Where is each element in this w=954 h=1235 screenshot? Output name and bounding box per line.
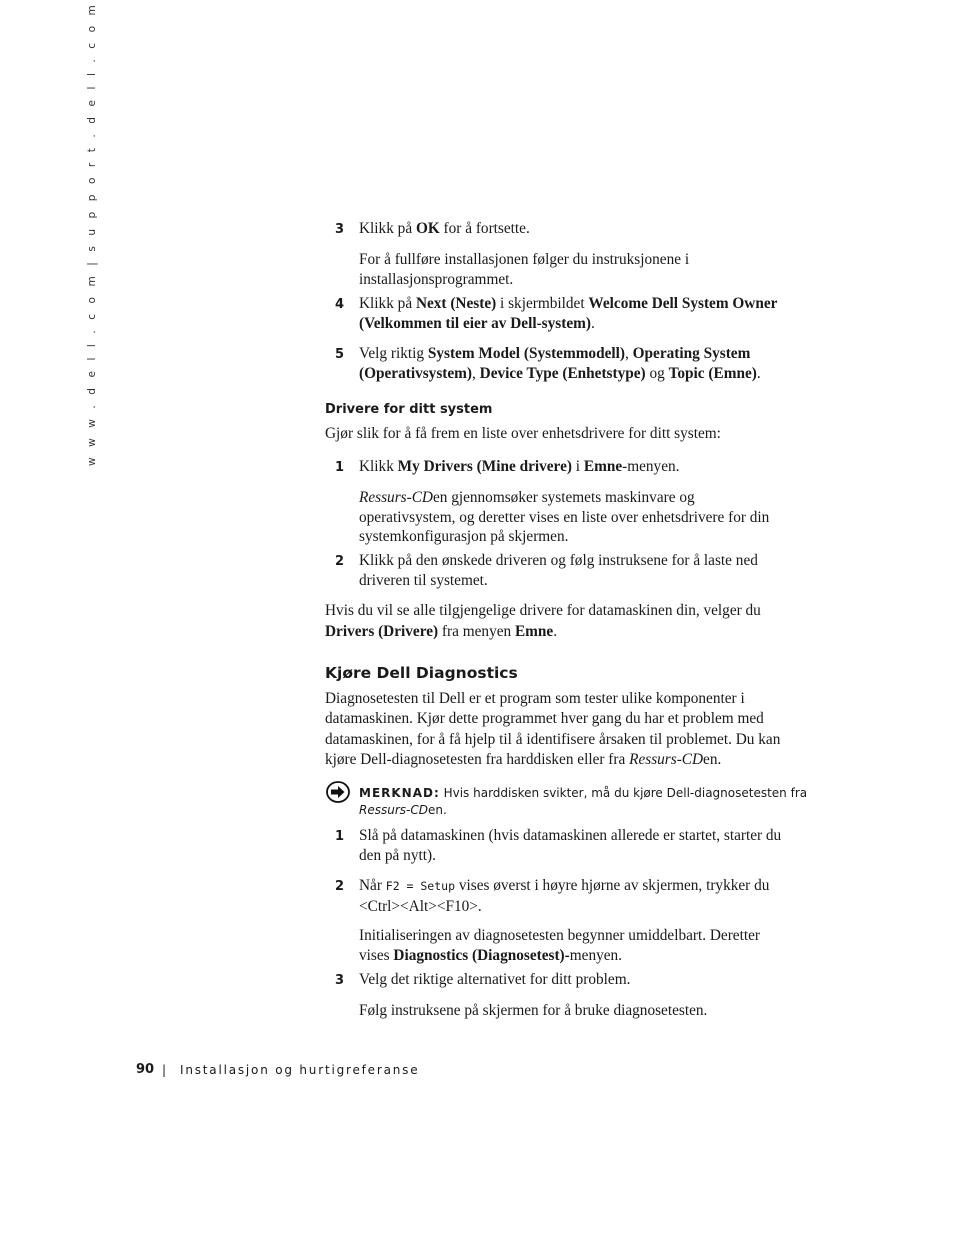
step-number: 2	[335, 879, 345, 894]
step-text: Klikk på Next (Neste) i skjermbildet Welcome Dell System Owner (Velkommen til eier av Dell-system).	[359, 295, 778, 332]
footer-title: Installasjon og hurtigreferanse	[180, 1063, 420, 1077]
footer-separator: |	[162, 1063, 168, 1077]
drivers-paragraph: Hvis du vil se alle tilgjengelige drivere for datamaskinen din, velger du Drivers (Drivere) fra menyen Emne.	[325, 602, 761, 640]
step-number: 1	[335, 460, 345, 475]
step-number: 4	[335, 297, 345, 312]
step-number: 2	[335, 554, 345, 569]
step-paragraph: For å fullføre installasjonen følger du instruksjonene i installasjonsprogrammet.	[359, 251, 690, 288]
side-url: w w w . d e l l . c o m | s u p p o r t . d e l l . c o m	[86, 1, 98, 466]
step-text: Klikk My Drivers (Mine drivere) i Emne-menyen.	[359, 458, 680, 475]
step-text: Slå på datamaskinen (hvis datamaskinen allerede er startet, starter du den på nytt).	[359, 827, 782, 864]
step-number: 3	[335, 973, 345, 988]
step-paragraph: Initialiseringen av diagnosetesten begynner umiddelbart. Deretter vises Diagnostics (Diagnosetest)-menyen.	[359, 927, 760, 964]
step-number: 3	[335, 222, 345, 237]
note: MERKNAD: Hvis harddisken svikter, må du kjøre Dell-diagnosetesten fra Ressurs-CDen.	[359, 786, 808, 817]
step-text: Når F2 = Setup vises øverst i høyre hjørne av skjermen, trykker du <Ctrl><Alt><F10>.	[359, 877, 770, 915]
step-number: 5	[335, 347, 345, 362]
step-text: Velg det riktige alternativet for ditt problem.	[359, 971, 631, 988]
note-arrow-icon	[326, 781, 350, 803]
step-text: Klikk på OK for å fortsette.	[359, 220, 530, 237]
section-heading: Kjøre Dell Diagnostics	[325, 664, 518, 682]
step-number: 1	[335, 829, 345, 844]
step-text: Velg riktig System Model (Systemmodell), Operating System (Operativsystem), Device Type (Enhetstype) og Topic (Emne).	[359, 345, 761, 382]
section-heading: Drivere for ditt system	[325, 402, 493, 417]
step-text: Klikk på den ønskede driveren og følg instruksene for å laste ned driveren til systemet.	[359, 552, 758, 589]
diag-paragraph: Diagnosetesten til Dell er et program som tester ulike komponenter i datamaskinen. Kjør dette programmet hver gang du har et problem med datamaskinen, for å få hjelp til å identifisere årsaken til problemet. Du kan kjøre Dell-diagnosetesten fra harddisken eller fra Ressurs-CDen.	[325, 690, 781, 768]
page-number: 90	[136, 1062, 155, 1077]
section-intro: Gjør slik for å få frem en liste over enhetsdrivere for ditt system:	[325, 425, 721, 442]
step-paragraph: Ressurs-CDen gjennomsøker systemets maskinvare og operativsystem, og deretter vises en liste over enhetsdrivere for din systemkonfigurasjon på skjermen.	[359, 489, 770, 545]
step-paragraph: Følg instruksene på skjermen for å bruke diagnosetesten.	[359, 1002, 708, 1019]
